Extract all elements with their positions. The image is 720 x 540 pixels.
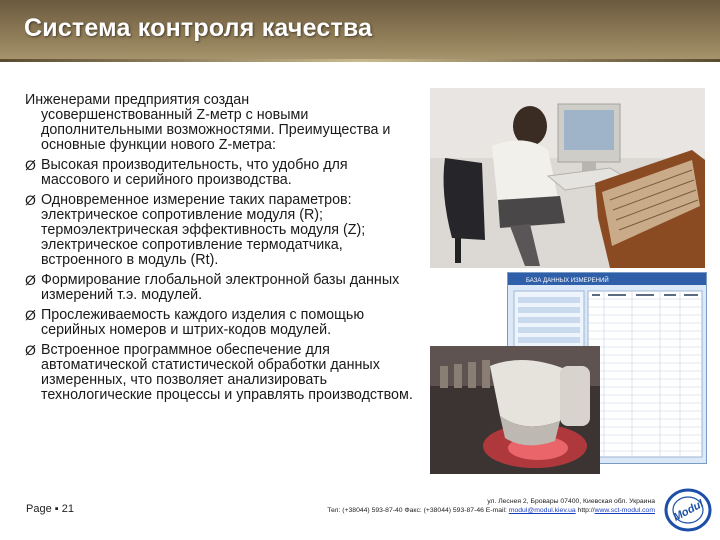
arrow-bullet-icon: Ø [25,157,36,173]
logo-text: Modul [671,497,706,524]
bullet-list [25,158,420,403]
bullet-text: Высокая производительность, что удобно для массового и серийного производства. [41,157,348,188]
page-number: Page ▪ 21 [26,503,74,515]
footer-contacts [327,497,655,515]
screen-title: БАЗА ДАННЫХ ИЗМЕРЕНИЙ [526,278,609,284]
arrow-bullet-icon: Ø [25,192,36,208]
bullet-text: Прослеживаемость каждого изделия с помощью серийных номеров и штрих-кодов модулей. [41,307,365,338]
footer-site-link[interactable]: www.sct-modul.com [594,507,655,514]
footer-phone: Тел: (+38044) 593-87-40 Факс: (+38044) 593-87-46 E-mail: [327,507,509,514]
barcode-scanner-photo [430,346,600,474]
bullet-item [25,158,420,188]
workstation-photo [430,88,705,268]
footer-contact-line [327,506,655,515]
intro-continuation: усовершенствованный Z-метр с новыми дополнительными возможностями. Преимущества и основные функции нового Z-метра: [41,107,391,153]
arrow-bullet-icon: Ø [25,342,36,358]
intro-first-line: Инженерами предприятия создан [25,92,250,108]
bullet-text: Одновременное измерение таких параметров: электрическое сопротивление модуля (R); термоэлектрическая эффективность модуля (Z); электрическое сопротивление термодатчика, встроенного в модуль (Rt). [41,192,366,268]
bullet-item [25,273,420,303]
bullet-text: Встроенное программное обеспечение для автоматической статистической обработки данных измеренных, что позволяет анализировать технологические процессы и управлять производством. [41,342,413,403]
bullet-item [25,308,420,338]
arrow-bullet-icon: Ø [25,307,36,323]
company-logo [658,486,714,534]
title-bar [0,0,720,62]
footer-address: ул. Леснея 2, Бровары 07400, Киевская обл. Украина [487,498,655,505]
slide-title: Система контроля качества [24,14,373,42]
footer-email-link[interactable]: modul@modul.kiev.ua [508,507,576,514]
footer-link-separator: http:// [575,507,595,514]
arrow-bullet-icon: Ø [25,272,36,288]
bullet-item [25,343,420,403]
bullet-text: Формирование глобальной электронной базы данных измерений т.э. модулей. [41,272,400,303]
content-text [25,93,420,408]
intro-paragraph [25,93,420,153]
bullet-item [25,193,420,268]
